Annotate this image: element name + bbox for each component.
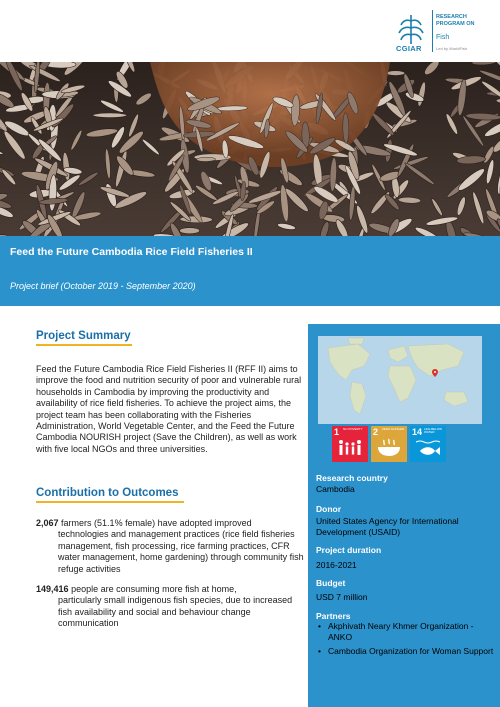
contribution-heading: Contribution to Outcomes [36, 487, 184, 503]
program-fish-label: Fish [436, 34, 450, 41]
partners-label: Partners [316, 611, 351, 621]
family-icon [336, 438, 364, 458]
outcome-number: 2,067 [36, 518, 59, 528]
heading-underline [36, 501, 184, 503]
budget-value: USD 7 million [316, 592, 368, 602]
heading-underline [36, 344, 132, 346]
outcome-first-line: farmers (51.1% female) have adopted improved [61, 518, 252, 528]
program-label: RESEARCH PROGRAM ON [436, 14, 475, 27]
cgiar-fish-logo [392, 6, 500, 58]
project-info-sidebar [308, 324, 500, 707]
fish-icon [414, 438, 442, 458]
sdg-2-zero-hunger-icon: 2 ZERO HUNGER [371, 426, 407, 462]
title-banner [0, 236, 500, 306]
partners-list [316, 621, 496, 661]
project-duration-label: Project duration [316, 545, 382, 555]
logo-divider [432, 10, 433, 52]
project-summary-heading: Project Summary [36, 330, 132, 346]
sdg-14-life-below-water-icon: 14 LIFE BELOW WATER [410, 426, 446, 462]
outcome-item [36, 518, 308, 575]
research-country-value: Cambodia [316, 484, 355, 494]
budget-label: Budget [316, 578, 346, 588]
bowl-icon [375, 438, 403, 458]
page-header [0, 0, 500, 62]
led-by-label: Led by WorldFish [436, 46, 468, 51]
research-country-label: Research country [316, 473, 388, 483]
partner-item: • Akphivath Neary Khmer Organization - ANKO [316, 621, 496, 642]
partner-item: • Cambodia Organization for Woman Support [316, 646, 496, 657]
outcome-item [36, 584, 308, 630]
outcome-first-line: people are consuming more fish at home, [71, 584, 237, 594]
cgiar-wordmark: CGIAR [396, 44, 422, 53]
donor-label: Donor [316, 504, 342, 514]
donor-value: United States Agency for International Development (USAID) [316, 516, 459, 537]
hero-photo-fish-in-hands [0, 62, 500, 236]
project-summary-text: Feed the Future Cambodia Rice Field Fisheries II (RFF II) aims to improve the food and nutrition security of poor and vulnerable rural households in Cambodia by improving the productivity and availability of rice field fisheries. To achieve the project aims, the project team has been collaborating with the Fisheries Administration, World Vegetable Center, and the Feed the Future Cambodia NOURISH project (Save the Children), as well as work with five local NGOs and three universities. [36, 364, 302, 454]
page-subtitle: Project brief (October 2019 - September 2020) [10, 281, 196, 291]
outcome-detail: technologies and management practices (rice field fisheries management, fish processing, rice farming practices, CFR water management, home gardening) through community fish refuge activities [58, 529, 304, 574]
outcome-detail: particularly small indigenous fish species, due to increased fish availability and social and behaviour change communication [58, 595, 293, 629]
page-title: Feed the Future Cambodia Rice Field Fisheries II [10, 246, 253, 258]
project-duration-value: 2016-2021 [316, 560, 357, 570]
sdg-1-no-poverty-icon: 1 NO POVERTY [332, 426, 368, 462]
world-map [318, 336, 482, 424]
outcome-number: 149,416 [36, 584, 69, 594]
sdg-icons [332, 426, 446, 462]
